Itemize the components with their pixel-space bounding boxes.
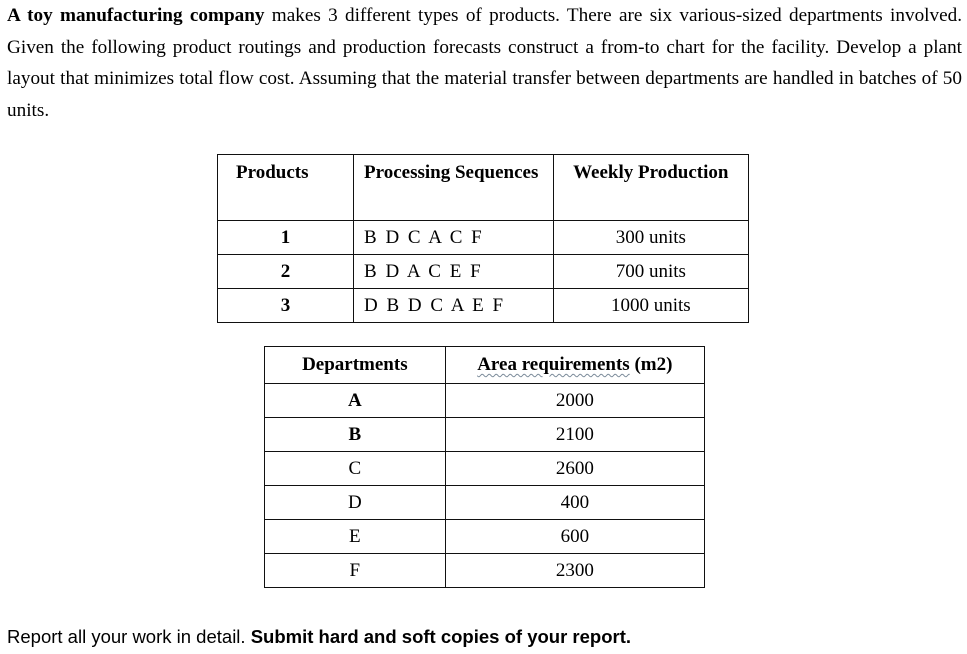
department-id: D: [265, 486, 446, 520]
problem-text: makes 3 different types of products. There are six various-sized departments involved. Given the following product routings and production forecasts construct a from-to chart for the facility. Develop a plant layout that minimizes total flow cost. Assuming that the material transfer between departments are handled in batches of 50 units.: [7, 5, 962, 121]
department-area: 2300: [445, 554, 704, 588]
processing-sequence: B D C A C F: [354, 221, 554, 255]
problem-lead: A toy manufacturing company: [7, 5, 265, 26]
department-area: 400: [445, 486, 704, 520]
report-text: Report all your work in detail.: [7, 626, 251, 647]
table-row: [265, 554, 705, 588]
departments-header-row: [265, 347, 705, 384]
department-area: 2000: [445, 384, 704, 418]
processing-sequence: D B D C A E F: [354, 289, 554, 323]
departments-table: [264, 346, 705, 588]
table-row: [265, 486, 705, 520]
department-area: 2600: [445, 452, 704, 486]
table-row: [218, 255, 749, 289]
header-processing-sequences: Processing Sequences: [354, 155, 554, 221]
table-row: [218, 221, 749, 255]
report-instruction: [7, 624, 631, 650]
header-products: Products: [218, 155, 354, 221]
department-id: A: [265, 384, 446, 418]
department-id: C: [265, 452, 446, 486]
report-bold-text: Submit hard and soft copies of your report.: [250, 626, 632, 647]
department-id: E: [265, 520, 446, 554]
header-weekly-production: Weekly Production: [553, 155, 748, 221]
problem-statement: [7, 0, 962, 126]
products-header-row: [218, 155, 749, 221]
product-id: 3: [218, 289, 354, 323]
products-table: [217, 154, 749, 323]
header-area-requirements: [445, 347, 704, 384]
weekly-production: 300 units: [553, 221, 748, 255]
product-id: 1: [218, 221, 354, 255]
table-row: [218, 289, 749, 323]
weekly-production: 1000 units: [553, 289, 748, 323]
area-label-underlined: Area requirements: [477, 354, 630, 375]
table-row: [265, 418, 705, 452]
department-id: B: [265, 418, 446, 452]
department-id: F: [265, 554, 446, 588]
table-row: [265, 520, 705, 554]
header-departments: Departments: [265, 347, 446, 384]
processing-sequence: B D A C E F: [354, 255, 554, 289]
table-row: [265, 452, 705, 486]
department-area: 600: [445, 520, 704, 554]
area-unit: (m2): [629, 354, 673, 375]
weekly-production: 700 units: [553, 255, 748, 289]
table-row: [265, 384, 705, 418]
department-area: 2100: [445, 418, 704, 452]
product-id: 2: [218, 255, 354, 289]
